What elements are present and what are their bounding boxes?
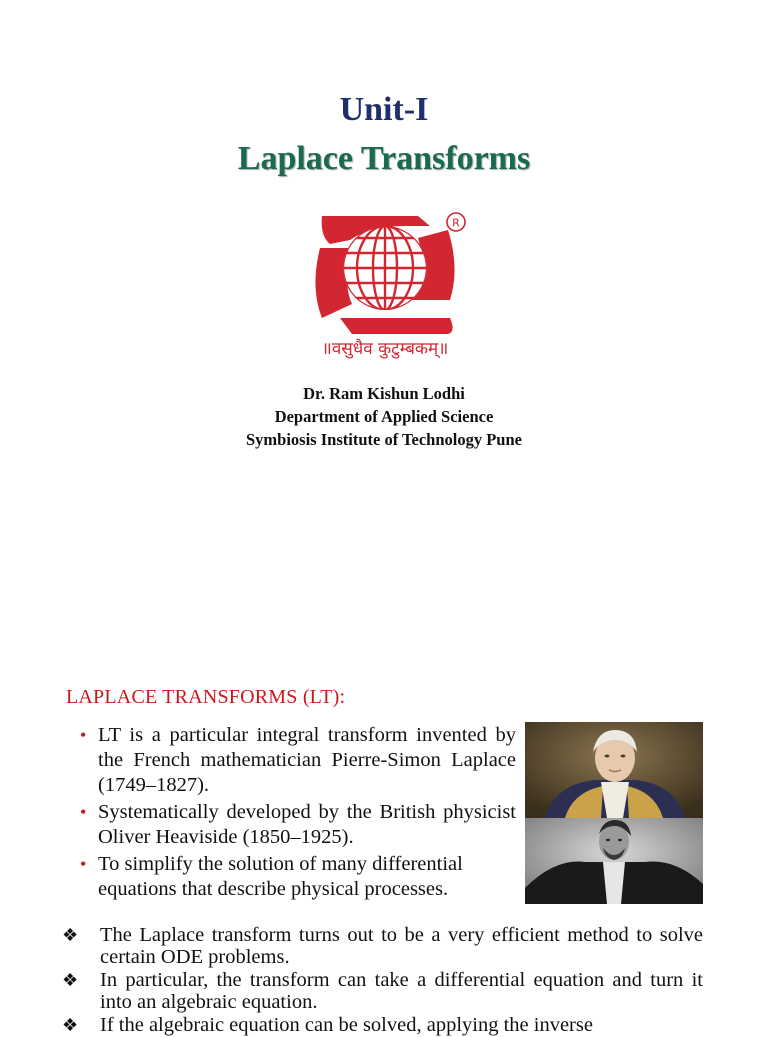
key-points-list: [60, 924, 703, 1037]
logo-motto: ॥वसुधैव कुटुम्बकम्॥: [321, 339, 449, 359]
symbiosis-logo: [300, 208, 470, 368]
diamond-bullet-icon: ❖: [62, 925, 79, 945]
list-item: ❖ In particular, the transform can take a differential equation and turn it into an algebraic equation.: [62, 969, 703, 1013]
svg-text:R: R: [452, 216, 460, 230]
laplace-portrait: [525, 722, 703, 818]
department-name: Department of Applied Science: [274, 407, 494, 426]
bullet-icon: •: [80, 725, 87, 745]
list-item: • To simplify the solution of many differential equations that describe physical processes.: [80, 853, 463, 900]
diamond-bullet-icon: ❖: [62, 1015, 79, 1035]
list-item: ❖ If the algebraic equation can be solved, applying the inverse: [62, 1014, 593, 1036]
bullet-list: [80, 723, 516, 904]
bullet-icon: •: [80, 802, 87, 822]
list-item: • Systematically developed by the British physicist Oliver Heaviside (1850–1925).: [80, 801, 516, 848]
bullet-icon: •: [80, 854, 87, 874]
heaviside-portrait: [525, 818, 703, 904]
slide-title: Laplace Transforms: [237, 140, 531, 177]
section-heading: LAPLACE TRANSFORMS (LT):: [66, 686, 346, 708]
author-block: [0, 382, 768, 451]
institute-name: Symbiosis Institute of Technology Pune: [246, 430, 522, 449]
list-item: ❖ The Laplace transform turns out to be a very efficient method to solve certain ODE problems.: [62, 924, 703, 968]
unit-label: Unit-I: [339, 91, 429, 128]
author-name: Dr. Ram Kishun Lodhi: [303, 384, 465, 403]
list-item: • LT is a particular integral transform invented by the French mathematician Pierre-Simon Laplace (1749–1827).: [80, 724, 516, 796]
diamond-bullet-icon: ❖: [62, 970, 79, 990]
